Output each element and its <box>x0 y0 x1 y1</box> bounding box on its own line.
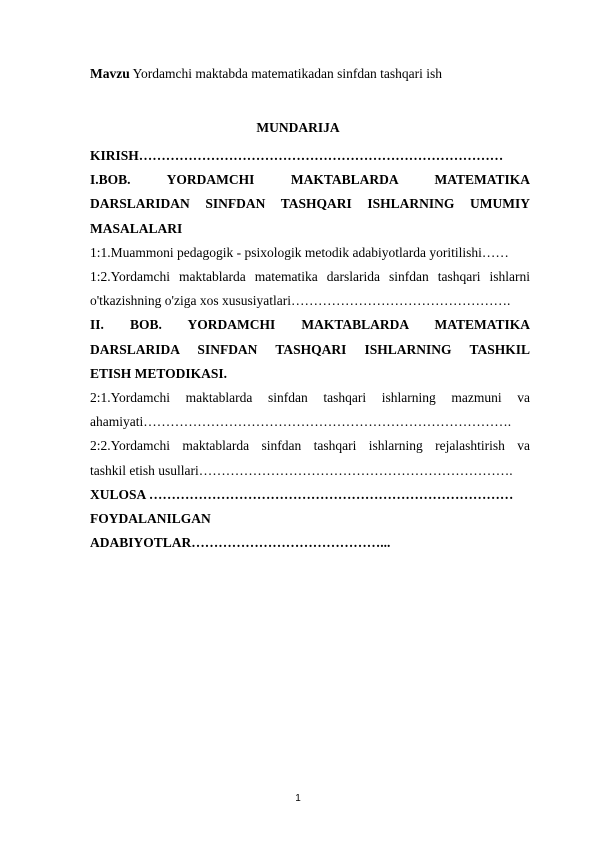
toc-line: tashkil etish usullari……………………………………………………………. <box>90 462 513 478</box>
topic-line <box>90 66 442 82</box>
toc-line: II. BOB. YORDAMCHI MAKTABLARDA MATEMATIKA <box>90 317 530 333</box>
toc-line: KIRISH……………………………………………………………………… <box>90 148 504 163</box>
toc-line: I.BOB. YORDAMCHI MAKTABLARDA MATEMATIKA <box>90 172 530 188</box>
toc-title: MUNDARIJA <box>256 120 340 135</box>
toc-line: 2:1.Yordamchi maktablarda sinfdan tashqari ishlarning mazmuni va <box>90 390 530 406</box>
table-of-contents <box>90 144 530 555</box>
toc-line: 1:1.Muammoni pedagogik - psixologik metodik adabiyotlarda yoritilishi…… <box>90 244 509 260</box>
toc-line: DARSLARIDAN SINFDAN TASHQARI ISHLARNING UMUMIY <box>90 196 530 212</box>
toc-line: DARSLARIDA SINFDAN TASHQARI ISHLARNING TASHKIL <box>90 341 530 357</box>
toc-line: 1:2.Yordamchi maktablarda matematika darslarida sinfdan tashqari ishlarni <box>90 269 530 285</box>
toc-line: ADABIYOTLAR……………………………………... <box>90 535 391 551</box>
toc-line: o'tkazishning o'ziga xos xususiyatlari…………………………………………. <box>90 293 511 309</box>
toc-line: MASALALARI <box>90 220 183 236</box>
topic-text: Yordamchi maktabda matematikadan sinfdan tashqari ish <box>132 66 443 81</box>
toc-line: ahamiyati………………………………………………………………………. <box>90 414 512 430</box>
toc-line: ETISH METODIKASI. <box>90 365 228 381</box>
toc-line: XULOSA ……………………………………………………………………… <box>90 486 514 502</box>
toc-line: FOYDALANILGAN <box>90 511 211 527</box>
topic-label: Mavzu <box>90 66 130 81</box>
toc-line: 2:2.Yordamchi maktablarda sinfdan tashqari ishlarning rejalashtirish va <box>90 438 530 454</box>
page-number: 1 <box>295 793 301 804</box>
